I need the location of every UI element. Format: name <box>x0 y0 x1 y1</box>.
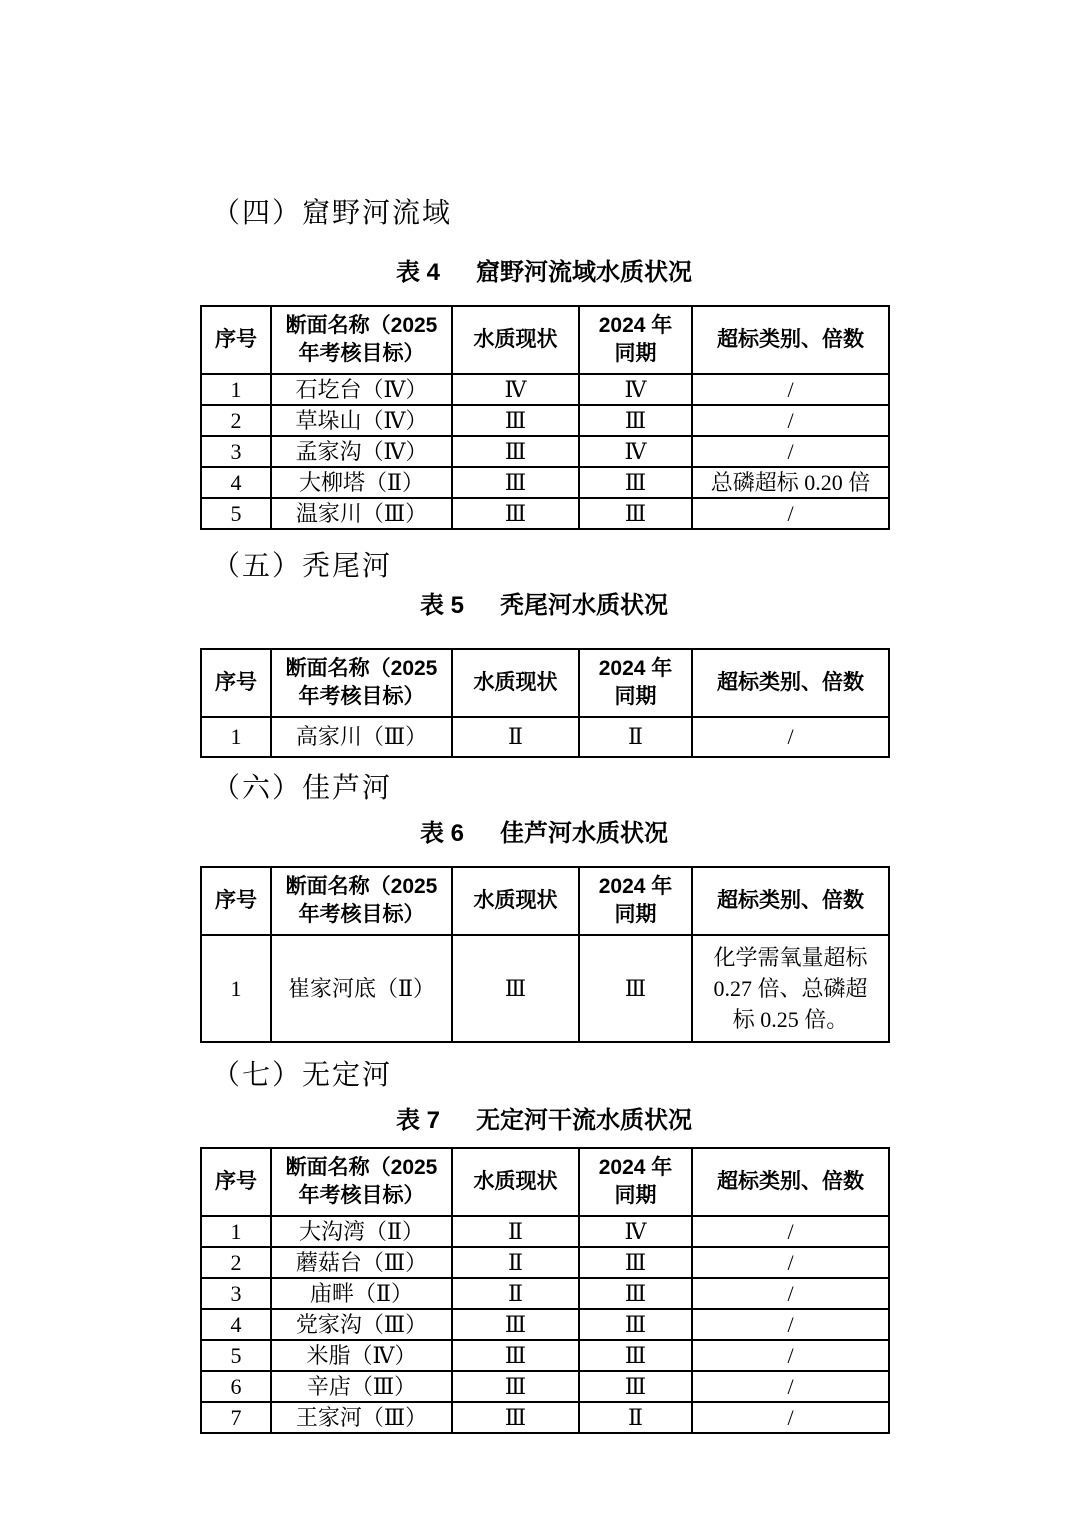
header-section-name-line1: 断面名称（2025 <box>285 314 438 337</box>
cell-section-name: 温家川（Ⅲ） <box>271 498 452 529</box>
header-2024-line2: 同期 <box>614 903 657 926</box>
cell-exceed-info: / <box>692 374 889 405</box>
table-header-row <box>201 867 889 935</box>
cell-section-name: 高家川（Ⅲ） <box>271 717 452 757</box>
header-section-name-line1: 断面名称（2025 <box>285 875 438 898</box>
cell-current-quality: Ⅲ <box>452 405 579 436</box>
header-section-name <box>271 306 452 374</box>
section-heading-wudinghe: （七）无定河 <box>212 1058 393 1091</box>
cell-current-quality: Ⅲ <box>452 1309 579 1340</box>
table4-label: 表 4 <box>395 259 440 286</box>
table-row <box>201 1309 889 1340</box>
table-row <box>201 1340 889 1371</box>
cell-current-quality: Ⅳ <box>452 374 579 405</box>
cell-section-name: 孟家沟（Ⅳ） <box>271 436 452 467</box>
header-section-name-line1: 断面名称（2025 <box>285 1156 438 1179</box>
cell-exceed-info: / <box>692 405 889 436</box>
header-section-name-line2: 年考核目标） <box>298 903 425 926</box>
cell-serial: 2 <box>201 1247 271 1278</box>
table-row <box>201 1402 889 1433</box>
table-row <box>201 467 889 498</box>
header-section-name-line2: 年考核目标） <box>298 342 425 365</box>
cell-current-quality: Ⅱ <box>452 1216 579 1247</box>
cell-serial: 3 <box>201 436 271 467</box>
cell-current-quality: Ⅱ <box>452 717 579 757</box>
table-row <box>201 405 889 436</box>
table-row <box>201 1247 889 1278</box>
cell-current-quality: Ⅱ <box>452 1247 579 1278</box>
table-tuweihe-water-quality <box>200 648 890 758</box>
cell-exceed-info: / <box>692 717 889 757</box>
cell-2024-quality: Ⅱ <box>579 717 692 757</box>
section-heading-tuweihe: （五）秃尾河 <box>212 549 393 582</box>
cell-2024-quality: Ⅲ <box>579 1340 692 1371</box>
table-kuyehe-water-quality <box>200 305 890 530</box>
table-header-row <box>201 306 889 374</box>
cell-serial: 1 <box>201 1216 271 1247</box>
cell-2024-quality: Ⅱ <box>579 1402 692 1433</box>
cell-exceed-info: / <box>692 498 889 529</box>
table-row <box>201 1216 889 1247</box>
table5-label: 表 5 <box>419 592 464 619</box>
cell-serial: 5 <box>201 498 271 529</box>
page-content <box>200 0 888 1434</box>
section-heading-jialuhe: （六）佳芦河 <box>212 771 393 804</box>
table-wudinghe-water-quality <box>200 1147 890 1434</box>
cell-exceed-info: / <box>692 1371 889 1402</box>
table-jialuhe-water-quality <box>200 866 890 1043</box>
header-exceed-category-multiple: 超标类别、倍数 <box>692 867 889 935</box>
header-current-water-quality: 水质现状 <box>452 306 579 374</box>
table-row <box>201 498 889 529</box>
cell-exceed-info: / <box>692 1278 889 1309</box>
cell-serial: 3 <box>201 1278 271 1309</box>
header-current-water-quality: 水质现状 <box>452 867 579 935</box>
header-2024-line2: 同期 <box>614 685 657 708</box>
header-section-name <box>271 867 452 935</box>
cell-2024-quality: Ⅲ <box>579 1278 692 1309</box>
header-exceed-category-multiple: 超标类别、倍数 <box>692 649 889 717</box>
table6-title: 佳芦河水质状况 <box>500 820 668 847</box>
cell-2024-quality: Ⅲ <box>579 498 692 529</box>
header-exceed-category-multiple: 超标类别、倍数 <box>692 306 889 374</box>
header-serial-number: 序号 <box>201 649 271 717</box>
header-current-water-quality: 水质现状 <box>452 649 579 717</box>
table7-title: 无定河干流水质状况 <box>476 1107 692 1134</box>
table4-title: 窟野河流域水质状况 <box>476 259 692 286</box>
header-2024-same-period <box>579 867 692 935</box>
table5-title: 秃尾河水质状况 <box>500 592 668 619</box>
table-row <box>201 1371 889 1402</box>
table7-caption <box>200 1105 888 1137</box>
cell-current-quality: Ⅲ <box>452 467 579 498</box>
cell-section-name: 大柳塔（Ⅱ） <box>271 467 452 498</box>
header-2024-line1: 2024 年 <box>598 875 673 898</box>
header-2024-same-period <box>579 1148 692 1216</box>
cell-serial: 6 <box>201 1371 271 1402</box>
cell-2024-quality: Ⅲ <box>579 1247 692 1278</box>
table4-caption <box>200 257 888 289</box>
cell-exceed-info: / <box>692 1402 889 1433</box>
cell-section-name: 崔家河底（Ⅱ） <box>271 935 452 1042</box>
cell-current-quality: Ⅲ <box>452 436 579 467</box>
header-2024-same-period <box>579 306 692 374</box>
table-header-row <box>201 649 889 717</box>
header-2024-line1: 2024 年 <box>598 657 673 680</box>
cell-section-name: 草垛山（Ⅳ） <box>271 405 452 436</box>
table-row <box>201 717 889 757</box>
table-row <box>201 1278 889 1309</box>
section-heading-kuyehe: （四）窟野河流域 <box>212 196 453 229</box>
cell-current-quality: Ⅲ <box>452 1402 579 1433</box>
cell-current-quality: Ⅱ <box>452 1278 579 1309</box>
header-section-name <box>271 649 452 717</box>
header-section-name-line2: 年考核目标） <box>298 685 425 708</box>
table-header-row <box>201 1148 889 1216</box>
cell-section-name: 蘑菇台（Ⅲ） <box>271 1247 452 1278</box>
cell-exceed-info: / <box>692 1309 889 1340</box>
header-section-name-line1: 断面名称（2025 <box>285 657 438 680</box>
cell-section-name: 米脂（Ⅳ） <box>271 1340 452 1371</box>
cell-section-name: 王家河（Ⅲ） <box>271 1402 452 1433</box>
header-2024-line2: 同期 <box>614 1184 657 1207</box>
cell-serial: 1 <box>201 935 271 1042</box>
table-row <box>201 436 889 467</box>
cell-2024-quality: Ⅲ <box>579 1309 692 1340</box>
cell-2024-quality: Ⅲ <box>579 467 692 498</box>
cell-serial: 4 <box>201 467 271 498</box>
cell-2024-quality: Ⅲ <box>579 935 692 1042</box>
cell-serial: 4 <box>201 1309 271 1340</box>
header-2024-line2: 同期 <box>614 342 657 365</box>
table6-caption <box>200 818 888 850</box>
cell-serial: 2 <box>201 405 271 436</box>
cell-section-name: 大沟湾（Ⅱ） <box>271 1216 452 1247</box>
cell-2024-quality: Ⅲ <box>579 405 692 436</box>
cell-exceed-info: / <box>692 1247 889 1278</box>
table5-caption <box>200 590 888 622</box>
header-section-name-line2: 年考核目标） <box>298 1184 425 1207</box>
header-2024-line1: 2024 年 <box>598 314 673 337</box>
cell-serial: 7 <box>201 1402 271 1433</box>
cell-exceed-info: / <box>692 1340 889 1371</box>
cell-2024-quality: Ⅳ <box>579 1216 692 1247</box>
cell-serial: 1 <box>201 374 271 405</box>
header-2024-same-period <box>579 649 692 717</box>
cell-section-name: 辛店（Ⅲ） <box>271 1371 452 1402</box>
cell-current-quality: Ⅲ <box>452 1371 579 1402</box>
header-serial-number: 序号 <box>201 306 271 374</box>
header-serial-number: 序号 <box>201 867 271 935</box>
table-row <box>201 935 889 1042</box>
cell-2024-quality: Ⅳ <box>579 436 692 467</box>
header-serial-number: 序号 <box>201 1148 271 1216</box>
cell-exceed-info: / <box>692 1216 889 1247</box>
cell-current-quality: Ⅲ <box>452 1340 579 1371</box>
cell-serial: 5 <box>201 1340 271 1371</box>
cell-exceed-info: 总磷超标 0.20 倍 <box>692 467 889 498</box>
cell-current-quality: Ⅲ <box>452 935 579 1042</box>
table7-label: 表 7 <box>395 1107 440 1134</box>
cell-exceed-info: 化学需氧量超标 0.27 倍、总磷超标 0.25 倍。 <box>692 935 889 1042</box>
cell-section-name: 党家沟（Ⅲ） <box>271 1309 452 1340</box>
table-row <box>201 374 889 405</box>
header-2024-line1: 2024 年 <box>598 1156 673 1179</box>
cell-serial: 1 <box>201 717 271 757</box>
cell-exceed-info: / <box>692 436 889 467</box>
cell-current-quality: Ⅲ <box>452 498 579 529</box>
header-current-water-quality: 水质现状 <box>452 1148 579 1216</box>
header-section-name <box>271 1148 452 1216</box>
header-exceed-category-multiple: 超标类别、倍数 <box>692 1148 889 1216</box>
table6-label: 表 6 <box>419 820 464 847</box>
cell-2024-quality: Ⅳ <box>579 374 692 405</box>
cell-section-name: 石圪台（Ⅳ） <box>271 374 452 405</box>
cell-2024-quality: Ⅲ <box>579 1371 692 1402</box>
cell-section-name: 庙畔（Ⅱ） <box>271 1278 452 1309</box>
